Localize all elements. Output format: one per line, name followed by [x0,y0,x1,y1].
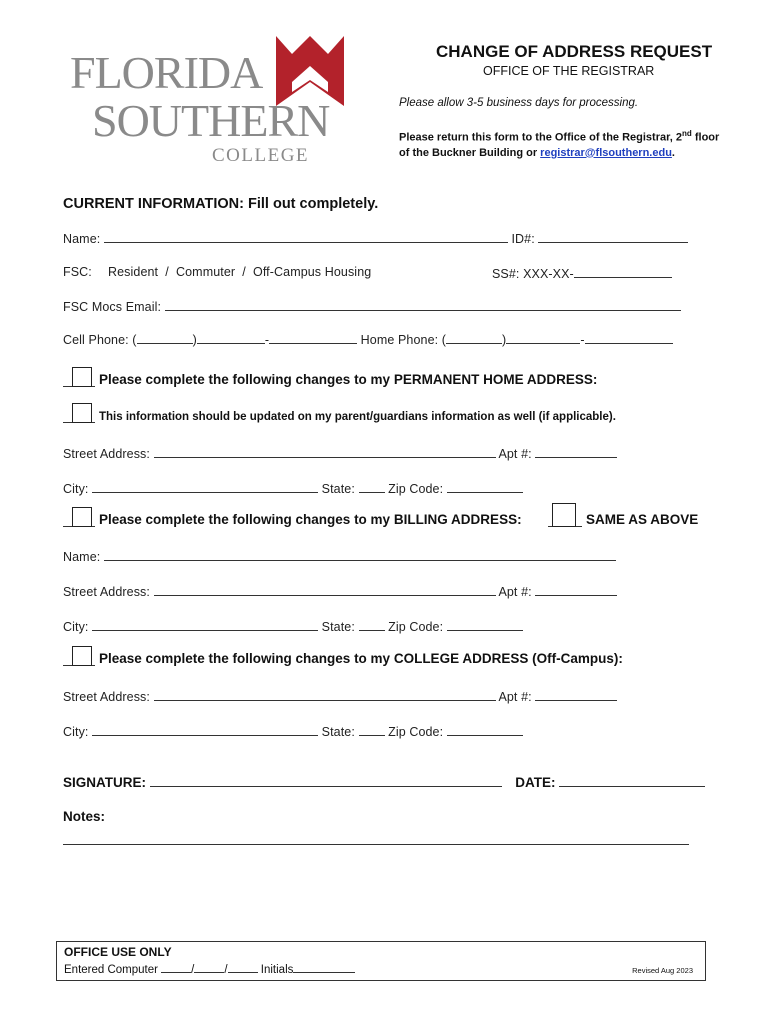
date-field[interactable] [559,774,705,787]
name-field[interactable] [104,230,508,243]
college-city-row: City: State: Zip Code: [63,723,523,739]
home-prefix-field[interactable] [506,331,580,344]
ss-field[interactable] [574,265,672,278]
logo-southern: SOUTHERN [92,95,330,146]
cell-prefix-field[interactable] [197,331,265,344]
parent-update-note: This information should be updated on my parent/guardians information as well (if applicable). [99,411,616,423]
parent-update-checkbox[interactable] [63,403,95,423]
processing-note: Please allow 3-5 business days for processing. [399,97,639,109]
billing-address-checkbox[interactable] [63,507,95,527]
id-field[interactable] [538,230,688,243]
notes-label: Notes: [63,809,106,824]
college-zip-field[interactable] [447,723,523,736]
billing-heading: Please complete the following changes to my BILLING ADDRESS: [99,512,522,527]
registrar-email-link[interactable]: registrar@flsouthern.edu [540,146,672,159]
billing-state-field[interactable] [359,618,385,631]
billing-street-field[interactable] [154,583,496,596]
parent-update-row [63,403,616,423]
college-heading: Please complete the following changes to my COLLEGE ADDRESS (Off-Campus): [99,651,623,666]
permanent-heading: Please complete the following changes to my PERMANENT HOME ADDRESS: [99,372,598,387]
current-name-row: Name: ID#: [63,230,688,246]
permanent-city-row: City: State: Zip Code: [63,480,523,496]
permanent-zip-field[interactable] [447,480,523,493]
same-as-above-row [548,503,698,527]
mocs-email-row: FSC Mocs Email: [63,298,681,314]
billing-street-row: Street Address: Apt #: [63,583,617,599]
entered-day-field[interactable] [194,962,224,973]
form-title: CHANGE OF ADDRESS REQUEST [436,42,713,61]
college-heading-row [63,646,623,666]
signature-row: SIGNATURE: DATE: [63,774,705,790]
entered-month-field[interactable] [161,962,191,973]
revision-date: Revised Aug 2023 [632,966,693,975]
logo-college: COLLEGE [212,145,310,166]
notes-field[interactable] [63,842,689,845]
phone-row: Cell Phone: ( ) - Home Phone: ( ) - [63,331,673,347]
permanent-heading-row [63,367,597,387]
current-info-heading: CURRENT INFORMATION: Fill out completely. [63,196,379,212]
fsc-label: FSC: [63,265,92,279]
permanent-street-field[interactable] [154,445,496,458]
entered-computer-row: Entered Computer / / Initials [64,962,355,976]
billing-name-row: Name: [63,548,616,564]
home-area-code-field[interactable] [446,331,502,344]
college-address-checkbox[interactable] [63,646,95,666]
cell-area-code-field[interactable] [137,331,193,344]
same-as-above-checkbox[interactable] [548,503,582,527]
permanent-city-field[interactable] [92,480,318,493]
home-number-field[interactable] [585,331,673,344]
college-city-field[interactable] [92,723,318,736]
billing-city-row: City: State: Zip Code: [63,618,523,634]
ss-row: SS#: XXX-XX- [492,265,672,281]
billing-city-field[interactable] [92,618,318,631]
permanent-apt-field[interactable] [535,445,617,458]
initials-field[interactable] [293,962,355,973]
entered-year-field[interactable] [228,962,258,973]
mocs-email-field[interactable] [165,298,681,311]
permanent-state-field[interactable] [359,480,385,493]
permanent-address-checkbox[interactable] [63,367,95,387]
fsc-housing-options[interactable]: Resident / Commuter / Off-Campus Housing [108,265,372,279]
college-apt-field[interactable] [535,688,617,701]
signature-field[interactable] [150,774,502,787]
billing-apt-field[interactable] [535,583,617,596]
cell-number-field[interactable] [269,331,357,344]
return-instructions: Please return this form to the Office of the Registrar, 2nd floor of the Buckner Building or registrar@flsouthern.edu. [399,129,720,159]
office-use-box [56,941,706,981]
same-as-above-label: SAME AS ABOVE [586,512,699,527]
college-street-field[interactable] [154,688,496,701]
college-street-row: Street Address: Apt #: [63,688,617,704]
billing-name-field[interactable] [104,548,616,561]
college-logo [70,34,355,169]
logo-florida: FLORIDA [70,47,263,98]
form-subtitle: OFFICE OF THE REGISTRAR [483,64,655,78]
permanent-street-row: Street Address: Apt #: [63,445,617,461]
college-state-field[interactable] [359,723,385,736]
billing-zip-field[interactable] [447,618,523,631]
office-use-title: OFFICE USE ONLY [64,945,172,959]
billing-heading-row [63,507,522,527]
